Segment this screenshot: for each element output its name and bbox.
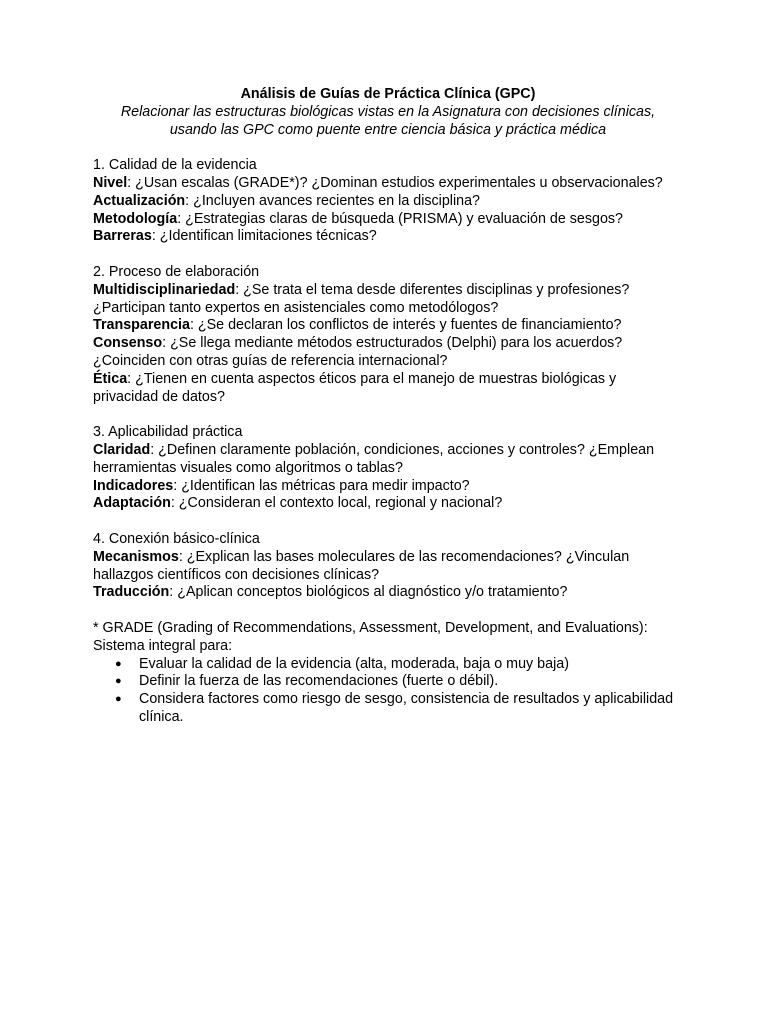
criterion-term: Indicadores [93, 477, 174, 494]
criterion-nivel [93, 175, 683, 193]
criterion-text: : ¿Se declaran los conflictos de interés y fuentes de financiamiento? [189, 317, 622, 334]
subtitle-line-2: usando las GPC como puente entre ciencia básica y práctica médica [169, 121, 607, 138]
criterion-text: : ¿Identifican limitaciones técnicas? [151, 228, 377, 245]
criterion-text: : ¿Se llega mediante métodos estructurados (Delphi) para los acuerdos? ¿Coinciden con otras guías de referencia internacional? [93, 335, 623, 369]
criterion-etica [93, 371, 683, 407]
grade-footnote [93, 620, 683, 727]
list-item-text: Definir la fuerza de las recomendaciones (fuerte o débil). [139, 673, 499, 690]
criterion-text: : ¿Tienen en cuenta aspectos éticos para el manejo de muestras biológicas y privacidad de datos? [93, 370, 617, 405]
criterion-text: : ¿Consideran el contexto local, regional y nacional? [170, 495, 503, 512]
criterion-term: Claridad [93, 441, 151, 458]
list-item [115, 673, 683, 691]
document-body [93, 86, 683, 727]
criterion-metodologia [93, 211, 683, 229]
section-heading: 2. Proceso de elaboración [93, 263, 260, 280]
section-proceso [93, 264, 683, 406]
criterion-multidisciplinariedad [93, 282, 683, 318]
criterion-consenso [93, 335, 683, 371]
footnote-bullet-list [93, 656, 683, 727]
list-item-text: Considera factores como riesgo de sesgo, consistencia de resultados y aplicabilidad clínica. [139, 691, 674, 725]
criterion-term: Transparencia [93, 317, 190, 334]
criterion-term: Nivel [93, 174, 128, 191]
list-item [115, 691, 683, 727]
bullet-icon: ● [115, 657, 122, 670]
section-aplicabilidad [93, 424, 683, 513]
section-heading: 3. Aplicabilidad práctica [93, 424, 243, 441]
subtitle-line-1: Relacionar las estructuras biológicas vistas en la Asignatura con decisiones clínicas, [120, 103, 656, 120]
criterion-term: Metodología [93, 210, 178, 227]
criterion-text: : ¿Usan escalas (GRADE*)? ¿Dominan estudios experimentales u observacionales? [127, 174, 663, 191]
section-calidad [93, 157, 683, 246]
criterion-term: Adaptación [93, 495, 171, 512]
section-conexion [93, 531, 683, 602]
criterion-transparencia [93, 317, 683, 335]
criterion-term: Mecanismos [93, 548, 179, 565]
criterion-text: : ¿Aplican conceptos biológicos al diagnóstico y/o tratamiento? [169, 584, 568, 601]
criterion-text: : ¿Definen claramente población, condiciones, acciones y controles? ¿Emplean herramientas visuales como algoritmos o tablas? [93, 441, 655, 476]
criterion-indicadores [93, 478, 683, 496]
bullet-icon: ● [115, 693, 122, 706]
section-heading: 1. Calidad de la evidencia [93, 157, 257, 174]
criterion-term: Actualización [93, 192, 186, 209]
criterion-term: Consenso [93, 335, 163, 352]
criterion-term: Ética [93, 370, 128, 387]
criterion-text: : ¿Explican las bases moleculares de las recomendaciones? ¿Vinculan hallazgos científicos con decisiones clínicas? [93, 548, 630, 583]
criterion-barreras [93, 228, 683, 246]
criterion-adaptacion [93, 495, 683, 513]
footnote-intro: * GRADE (Grading of Recommendations, Assessment, Development, and Evaluations): Sistema integral para: [93, 619, 648, 654]
list-item [115, 655, 683, 674]
section-heading: 4. Conexión básico-clínica [93, 530, 260, 547]
criterion-term: Barreras [93, 228, 152, 245]
criterion-text: : ¿Incluyen avances recientes en la disciplina? [185, 192, 480, 209]
criterion-text: : ¿Identifican las métricas para medir impacto? [173, 477, 470, 494]
criterion-mecanismos [93, 549, 683, 585]
page-title: Análisis de Guías de Práctica Clínica (GPC) [240, 86, 536, 102]
criterion-text: : ¿Se trata el tema desde diferentes disciplinas y profesiones? ¿Participan tanto expertos en asistenciales como metodólogos? [93, 281, 630, 316]
criterion-term: Traducción [93, 584, 170, 601]
list-item-text: Evaluar la calidad de la evidencia (alta, moderada, baja o muy baja) [139, 655, 569, 672]
criterion-traduccion [93, 584, 683, 602]
criterion-text: : ¿Estrategias claras de búsqueda (PRISMA) y evaluación de sesgos? [177, 210, 624, 227]
criterion-actualizacion [93, 193, 683, 211]
criterion-term: Multidisciplinariedad [93, 281, 236, 298]
bullet-icon: ● [115, 675, 122, 688]
criterion-claridad [93, 442, 683, 478]
